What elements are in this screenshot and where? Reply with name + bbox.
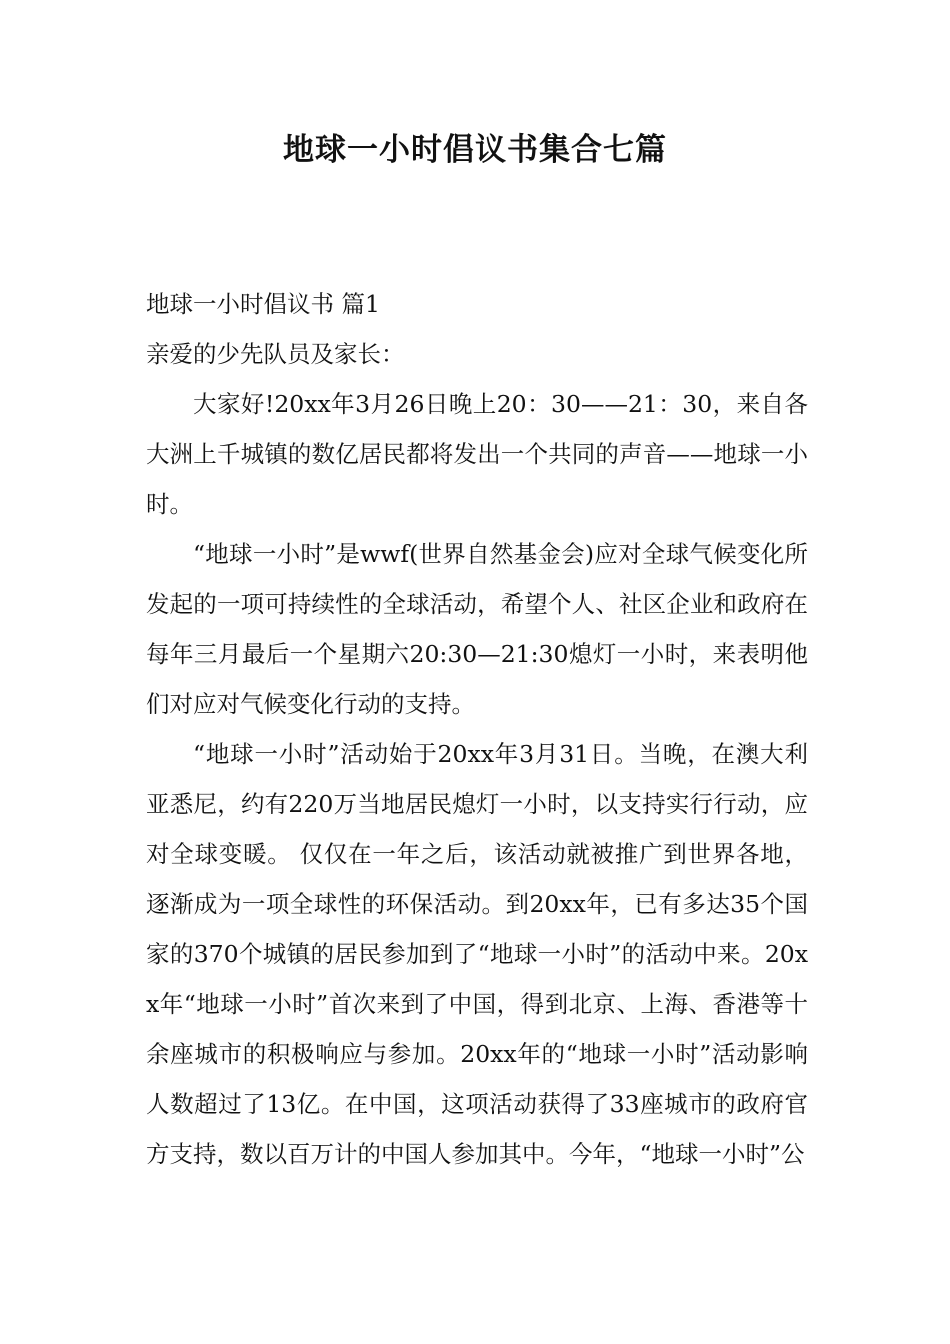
document-body <box>146 279 808 1179</box>
section-heading: 地球一小时倡议书 篇1 <box>146 290 380 318</box>
salutation: 亲爱的少先队员及家长： <box>146 340 405 368</box>
body-paragraph: “地球一小时”是wwf(世界自然基金会)应对全球气候变化所发起的一项可持续性的全球活动，希望个人、社区企业和政府在每年三月最后一个星期六20:30—21:30熄灯一小时，来表明他们对应对气候变化行动的支持。 <box>146 540 808 718</box>
document-title: 地球一小时倡议书集合七篇 <box>283 132 667 168</box>
body-paragraph: 大家好!20xx年3月26日晚上20：30——21：30，来自各大洲上千城镇的数亿居民都将发出一个共同的声音——地球一小时。 <box>146 390 808 518</box>
body-paragraph: “地球一小时”活动始于20xx年3月31日。当晚，在澳大利亚悉尼，约有220万当地居民熄灯一小时，以支持实行行动，应对全球变暖。 仅仅在一年之后，该活动就被推广到世界各地，逐渐成为一项全球性的环保活动。到20xx年，已有多达35个国家的370个城镇的居民参加到了“地球一小时”的活动中来。20xx年“地球一小时”首次来到了中国，得到北京、上海、香港等十余座城市的积极响应与参加。20xx年的“地球一小时”活动影响人数超过了13亿。在中国，这项活动获得了33座城市的政府官方支持，数以百万计的中国人参加其中。今年，“地球一小时”公 <box>146 740 808 1168</box>
